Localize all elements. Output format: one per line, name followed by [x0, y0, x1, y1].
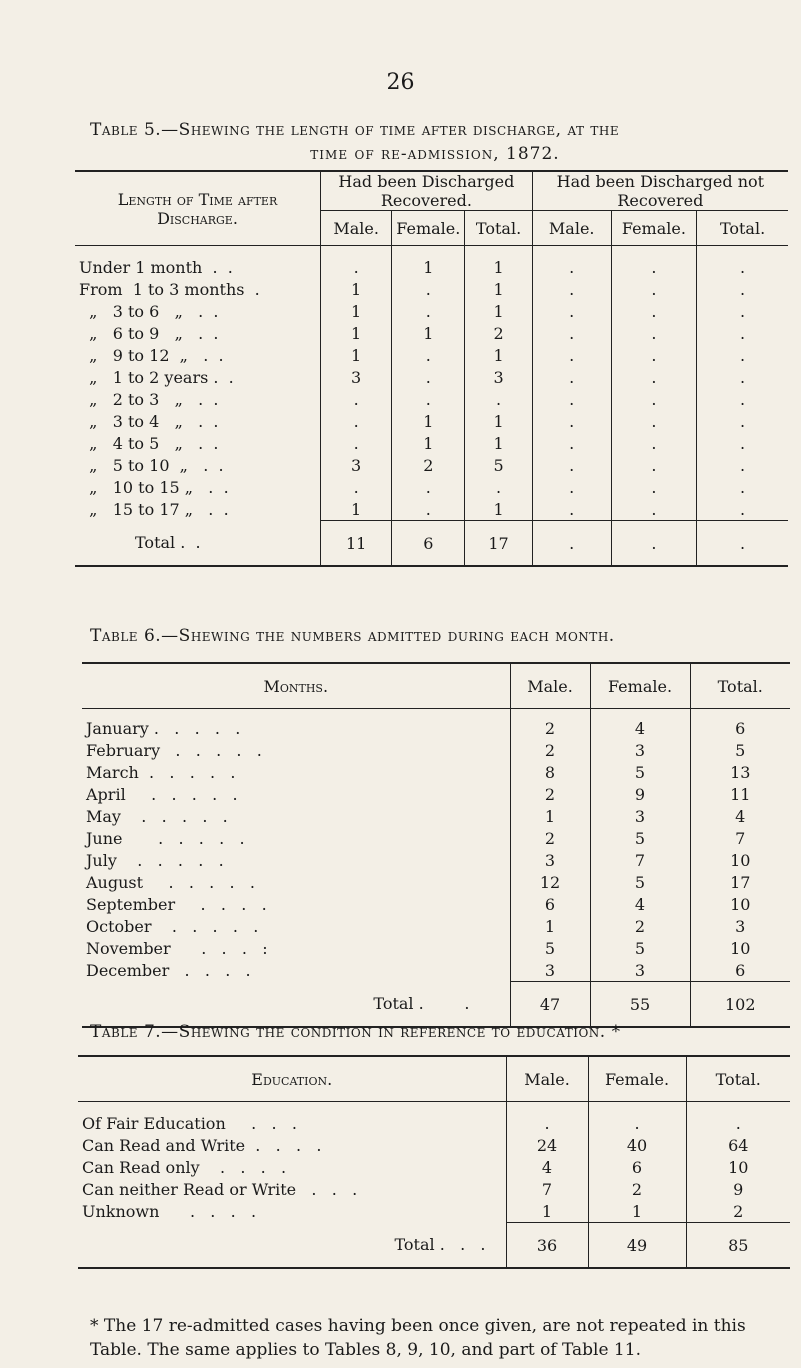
footnote: * The 17 re-admitted cases having been once given, are not repeated in this Table. The same applies to Tables 8, 9, 10, and part of Table 11. [90, 1316, 746, 1360]
t6-cell: 4 [590, 717, 690, 739]
t5-subhead: Total. [465, 211, 532, 246]
t5-cell: . [532, 432, 611, 454]
t6-row-label: October . . . . . [86, 916, 259, 936]
t5-row-label: „ 2 to 3 „ . . [79, 389, 219, 409]
t7-cell: . [686, 1112, 790, 1134]
t5-cell: 1 [321, 300, 392, 322]
t6-total-cell: 47 [510, 982, 590, 1028]
t7-row-label: Can Read only . . . . [82, 1157, 287, 1177]
t6-head-cell: Female. [590, 663, 690, 709]
table7 [78, 1055, 790, 1269]
t7-cell: 2 [686, 1200, 790, 1223]
t5-total-cell: . [532, 521, 611, 567]
t7-cell: 4 [506, 1156, 588, 1178]
table-row [78, 1134, 790, 1156]
table-row [78, 1200, 790, 1223]
t6-row-label: January . . . . . [86, 718, 241, 738]
t6-row-label: November . . . : [86, 938, 268, 958]
t6-cell: 3 [590, 805, 690, 827]
t6-cell: 3 [590, 739, 690, 761]
table5-caption-sub: time of re-admission, 1872. [310, 144, 560, 164]
table-row [82, 717, 790, 739]
t5-cell: . [392, 366, 465, 388]
t6-head-cell: Male. [510, 663, 590, 709]
t5-cell: 1 [392, 410, 465, 432]
t6-cell: 5 [590, 937, 690, 959]
t7-cell: 9 [686, 1178, 790, 1200]
table7-caption-label: Table 7.—Shewing the condition in reference to education. * [90, 1022, 621, 1042]
t5-head-group1: Had been Discharged Recovered. [321, 171, 533, 211]
table-row [82, 937, 790, 959]
t5-cell: . [697, 432, 788, 454]
t5-cell: 1 [321, 498, 392, 521]
t5-cell: . [611, 388, 696, 410]
t5-cell: 1 [392, 322, 465, 344]
t6-cell: 1 [510, 805, 590, 827]
t5-cell: 1 [392, 256, 465, 278]
t6-cell: 10 [690, 937, 790, 959]
t5-subhead: Total. [697, 211, 788, 246]
t5-cell: . [532, 278, 611, 300]
t5-cell: . [532, 256, 611, 278]
t5-cell: . [697, 322, 788, 344]
t5-row-label: Under 1 month . . [79, 257, 233, 277]
t6-cell: 5 [510, 937, 590, 959]
t5-cell: . [392, 344, 465, 366]
t5-total-cell: . [697, 521, 788, 567]
table-row [78, 1112, 790, 1134]
t5-cell: . [697, 256, 788, 278]
table-row [75, 498, 788, 521]
t6-cell: 7 [690, 827, 790, 849]
t5-cell: . [321, 388, 392, 410]
table-row [75, 300, 788, 322]
t6-total-cell: 55 [590, 982, 690, 1028]
t5-row-label: „ 6 to 9 „ . . [79, 323, 219, 343]
total-row [78, 1223, 790, 1269]
t6-total-dot: . [464, 994, 470, 1014]
t5-cell: . [611, 278, 696, 300]
t6-row-label: September . . . . [86, 894, 267, 914]
t6-cell: 2 [510, 783, 590, 805]
t5-cell: . [697, 366, 788, 388]
t5-cell: . [532, 322, 611, 344]
table7-caption [90, 1020, 780, 1044]
t5-cell: . [611, 454, 696, 476]
t7-head-cell: Female. [588, 1056, 686, 1102]
table-row [75, 344, 788, 366]
t5-cell: . [392, 278, 465, 300]
table-row [82, 805, 790, 827]
t5-cell: . [532, 344, 611, 366]
t5-cell: . [321, 432, 392, 454]
t6-cell: 3 [590, 959, 690, 982]
table-row [75, 256, 788, 278]
t7-cell: . [588, 1112, 686, 1134]
t7-head-cell: Total. [686, 1056, 790, 1102]
t5-cell: . [611, 432, 696, 454]
t5-cell: . [697, 344, 788, 366]
t6-total-cell: 102 [690, 982, 790, 1028]
table-row [78, 1178, 790, 1200]
t5-cell: 1 [465, 300, 532, 322]
t5-total-cell: 6 [392, 521, 465, 567]
t5-cell: 1 [321, 322, 392, 344]
t5-total-label: Total . . [135, 533, 201, 553]
t7-row-label: Can Read and Write . . . . [82, 1135, 322, 1155]
t5-row-label: „ 4 to 5 „ . . [79, 433, 219, 453]
t6-cell: 5 [590, 871, 690, 893]
t6-cell: 3 [690, 915, 790, 937]
t5-cell: . [611, 476, 696, 498]
t5-cell: 2 [465, 322, 532, 344]
table-row [82, 783, 790, 805]
t5-row-label: „ 3 to 6 „ . . [79, 301, 219, 321]
t6-cell: 5 [690, 739, 790, 761]
t6-cell: 2 [510, 827, 590, 849]
t6-total-label: Total . [373, 994, 424, 1014]
t6-row-label: April . . . . . [86, 784, 238, 804]
t7-cell: 2 [588, 1178, 686, 1200]
t5-cell: 1 [465, 498, 532, 521]
table-row [75, 410, 788, 432]
t5-cell: . [697, 454, 788, 476]
table5-caption-label: Table 5.—Shewing the length of time after discharge, at the [90, 120, 620, 140]
t7-cell: 1 [588, 1200, 686, 1223]
t5-cell: . [697, 278, 788, 300]
table-row [75, 432, 788, 454]
t5-row-label: „ 1 to 2 years . . [79, 367, 234, 387]
table-row [78, 1156, 790, 1178]
t5-cell: 1 [321, 278, 392, 300]
t6-cell: 4 [590, 893, 690, 915]
table-row [75, 278, 788, 300]
t7-cell: 24 [506, 1134, 588, 1156]
t5-head-group2: Had been Discharged not Recovered [532, 171, 788, 211]
table-row [82, 871, 790, 893]
t6-cell: 7 [590, 849, 690, 871]
table-row [75, 388, 788, 410]
t6-cell: 1 [510, 915, 590, 937]
t5-cell: . [532, 366, 611, 388]
t6-cell: 8 [510, 761, 590, 783]
t5-row-label: „ 3 to 4 „ . . [79, 411, 219, 431]
t6-head-cell: Total. [690, 663, 790, 709]
t6-cell: 2 [510, 739, 590, 761]
t5-row-label: „ 15 to 17 „ . . [79, 499, 229, 519]
t6-row-label: December . . . . [86, 960, 251, 980]
t5-cell: . [465, 476, 532, 498]
table5-caption [90, 118, 780, 166]
t5-cell: 3 [321, 366, 392, 388]
t5-cell: . [392, 388, 465, 410]
t7-cell: 40 [588, 1134, 686, 1156]
t7-cell: . [506, 1112, 588, 1134]
t5-cell: . [532, 476, 611, 498]
t5-head-length: Length of Time after Discharge. [117, 189, 278, 228]
t5-row-label: „ 10 to 15 „ . . [79, 477, 229, 497]
t5-row-label: From 1 to 3 months . [79, 279, 260, 299]
table6 [82, 662, 790, 1028]
t7-total-label: Total . . . [394, 1235, 486, 1255]
t5-cell: 3 [321, 454, 392, 476]
t6-row-label: June . . . . . [86, 828, 245, 848]
page-number: 26 [386, 70, 415, 95]
table-row [82, 959, 790, 982]
t6-cell: 6 [510, 893, 590, 915]
t5-cell: . [532, 300, 611, 322]
t6-cell: 6 [690, 959, 790, 982]
t5-cell: . [697, 410, 788, 432]
t5-cell: . [465, 388, 532, 410]
t7-cell: 6 [588, 1156, 686, 1178]
t7-row-label: Unknown . . . . [82, 1201, 257, 1221]
t7-total-cell: 85 [686, 1223, 790, 1269]
t6-cell: 12 [510, 871, 590, 893]
t6-cell: 3 [510, 849, 590, 871]
t5-cell: . [321, 476, 392, 498]
t5-cell: . [611, 366, 696, 388]
table-row [82, 761, 790, 783]
t6-cell: 17 [690, 871, 790, 893]
t5-cell: . [697, 300, 788, 322]
t6-cell: 3 [510, 959, 590, 982]
t7-cell: 1 [506, 1200, 588, 1223]
t5-subhead: Male. [532, 211, 611, 246]
t5-row-label: „ 5 to 10 „ . . [79, 455, 224, 475]
table-row [75, 476, 788, 498]
table5 [75, 170, 788, 567]
t5-cell: 3 [465, 366, 532, 388]
t5-cell: . [532, 498, 611, 521]
t5-cell: 2 [392, 454, 465, 476]
t7-cell: 10 [686, 1156, 790, 1178]
t6-row-label: May . . . . . [86, 806, 228, 826]
t5-cell: . [611, 498, 696, 521]
t7-total-cell: 36 [506, 1223, 588, 1269]
t5-cell: . [697, 498, 788, 521]
t5-subhead: Female. [392, 211, 465, 246]
t6-cell: 2 [590, 915, 690, 937]
table-row [82, 893, 790, 915]
table-row [82, 849, 790, 871]
t5-cell: . [611, 322, 696, 344]
t6-row-label: March . . . . . [86, 762, 236, 782]
t5-cell: . [532, 410, 611, 432]
t5-total-cell: 17 [465, 521, 532, 567]
table-row [82, 915, 790, 937]
t5-cell: . [697, 476, 788, 498]
t6-cell: 11 [690, 783, 790, 805]
t5-subhead: Male. [321, 211, 392, 246]
table6-caption [90, 624, 780, 648]
table-row [75, 454, 788, 476]
t5-cell: 1 [465, 278, 532, 300]
t7-cell: 7 [506, 1178, 588, 1200]
t6-cell: 13 [690, 761, 790, 783]
t7-head-cell: Education. [251, 1069, 333, 1089]
table-row [82, 827, 790, 849]
t5-cell: 1 [392, 432, 465, 454]
table-row [75, 366, 788, 388]
t6-cell: 4 [690, 805, 790, 827]
t6-cell: 10 [690, 849, 790, 871]
t5-cell: . [532, 454, 611, 476]
t5-cell: 1 [465, 410, 532, 432]
t7-total-cell: 49 [588, 1223, 686, 1269]
t6-row-label: July . . . . . [86, 850, 224, 870]
t6-cell: 6 [690, 717, 790, 739]
t7-head-cell: Male. [506, 1056, 588, 1102]
t5-cell: 5 [465, 454, 532, 476]
t6-cell: 5 [590, 761, 690, 783]
t5-cell: . [532, 388, 611, 410]
t7-row-label: Can neither Read or Write . . . [82, 1179, 358, 1199]
t5-subhead: Female. [611, 211, 696, 246]
t5-cell: . [321, 256, 392, 278]
total-row [75, 521, 788, 567]
t5-cell: . [611, 256, 696, 278]
t5-cell: . [611, 344, 696, 366]
t5-cell: . [392, 476, 465, 498]
t6-row-label: February . . . . . [86, 740, 262, 760]
table-row [75, 322, 788, 344]
t6-cell: 5 [590, 827, 690, 849]
t7-row-label: Of Fair Education . . . [82, 1113, 297, 1133]
t6-head-cell: Months. [263, 676, 329, 696]
t5-cell: 1 [465, 432, 532, 454]
t5-cell: 1 [321, 344, 392, 366]
t5-cell: 1 [465, 256, 532, 278]
t5-cell: . [321, 410, 392, 432]
t5-cell: . [611, 300, 696, 322]
t6-cell: 2 [510, 717, 590, 739]
t5-cell: 1 [465, 344, 532, 366]
t5-cell: . [611, 410, 696, 432]
t6-row-label: August . . . . . [86, 872, 255, 892]
table6-caption-label: Table 6.—Shewing the numbers admitted during each month. [90, 626, 615, 646]
t7-cell: 64 [686, 1134, 790, 1156]
t6-cell: 10 [690, 893, 790, 915]
t5-cell: . [392, 300, 465, 322]
t5-total-cell: 11 [321, 521, 392, 567]
t5-cell: . [697, 388, 788, 410]
t5-cell: . [392, 498, 465, 521]
t5-row-label: „ 9 to 12 „ . . [79, 345, 224, 365]
table-row [82, 739, 790, 761]
t5-total-cell: . [611, 521, 696, 567]
t6-cell: 9 [590, 783, 690, 805]
